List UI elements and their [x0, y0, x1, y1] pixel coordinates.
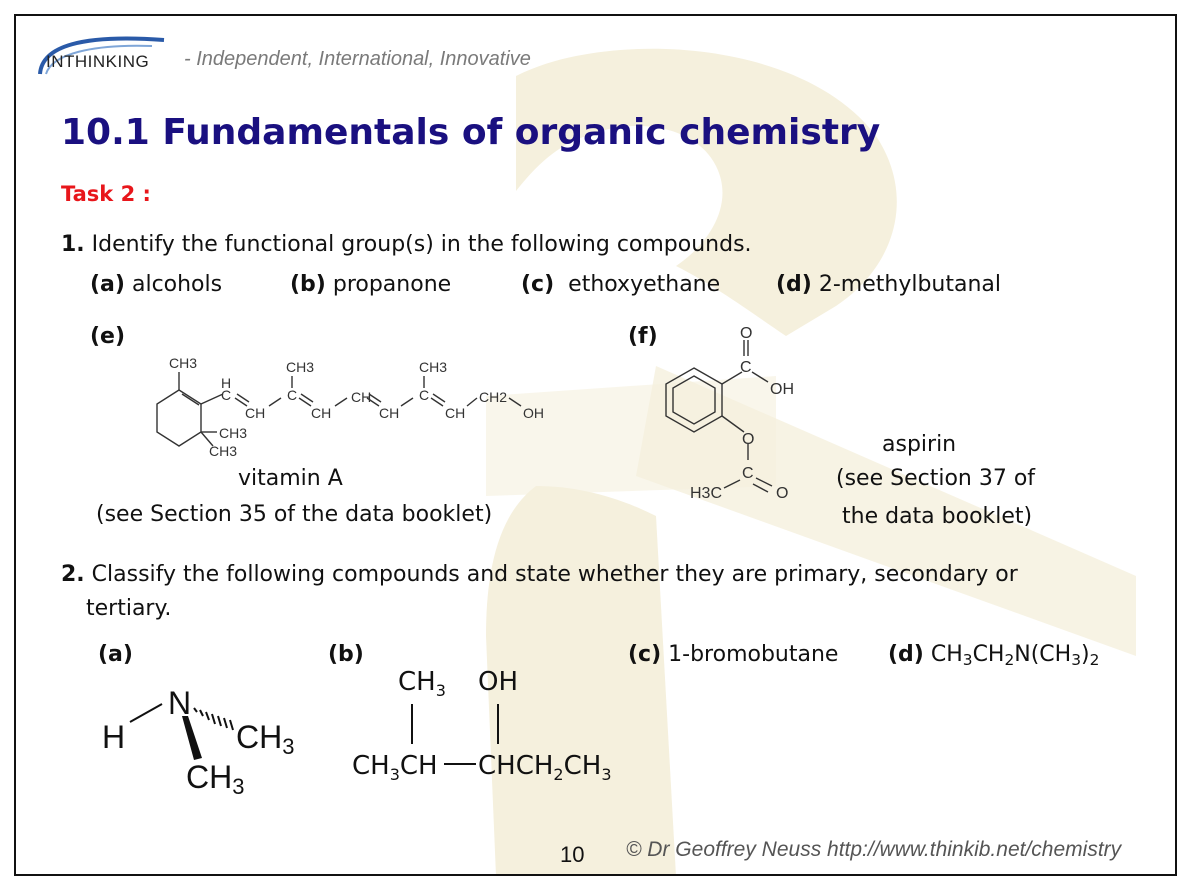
vitA-c1: C: [221, 387, 232, 403]
vitA-ch3-ring: CH3: [169, 355, 198, 371]
vitA-ch5: CH: [445, 405, 466, 421]
vitamin-a-ref: (see Section 35 of the data booklet): [96, 502, 493, 527]
vitA-ch2: CH: [311, 405, 332, 421]
logo-text: INTHINKING: [46, 52, 150, 71]
vitA-ch3-b: CH3: [419, 359, 448, 375]
q1-item-b: [290, 272, 451, 297]
q1-c-text: ethoxyethane: [568, 272, 721, 297]
page-title: 10.1 Fundamentals of organic chemistry: [61, 112, 881, 153]
q2-item-d: [888, 642, 1099, 667]
q1-c-label: (c): [521, 272, 555, 297]
tagline: - Independent, International, Innovative: [184, 48, 531, 70]
q1-d-label: (d): [776, 272, 812, 297]
q2-item-c: [628, 642, 838, 667]
aspirin-ref-2: the data booklet): [842, 504, 1033, 529]
vitA-ch3: CH: [351, 389, 372, 405]
vitamin-a-name: vitamin A: [238, 466, 343, 491]
aspirin-o-mid: O: [742, 431, 755, 448]
vitA-oh: OH: [523, 405, 544, 421]
q2-b-label: (b): [328, 642, 364, 667]
question-2: [61, 562, 1018, 587]
q2-c-label: (c): [628, 642, 662, 667]
q2b-oh-top: OH: [478, 667, 519, 697]
q2-a-label: (a): [98, 642, 133, 667]
vitA-ch4: CH: [379, 405, 400, 421]
aspirin-c-bot: C: [742, 465, 754, 482]
q1-a-label: (a): [90, 272, 125, 297]
q1-b-text: propanone: [332, 272, 452, 297]
vitamin-a-structure: [141, 342, 561, 462]
q2b-right: $CHCH_2CH_3$: [478, 751, 612, 784]
vitA-ch1: CH: [245, 405, 266, 421]
q1-f-label: (f): [628, 324, 658, 349]
vitA-ch3-a: CH3: [286, 359, 315, 375]
q1-item-a: [90, 272, 222, 297]
q1-b-label: (b): [290, 272, 326, 297]
aspirin-c-top: C: [740, 359, 752, 376]
q2a-n: N: [168, 685, 192, 721]
aspirin-o-bot: O: [776, 485, 789, 500]
vitA-h: H: [221, 375, 232, 391]
aspirin-oh: OH: [770, 381, 794, 398]
q1-a-text: alcohols: [131, 272, 223, 297]
vitA-ch3-gem1: CH3: [219, 425, 248, 441]
slide-frame: [14, 14, 1177, 876]
q2-text-1: Classify the following compounds and state whether they are primary, secondary or: [91, 562, 1018, 587]
q1-text: Identify the functional group(s) in the following compounds.: [91, 232, 752, 257]
q2-a-structure: [96, 666, 316, 796]
q1-d-text: 2-methylbutanal: [818, 272, 1002, 297]
q2b-ch3-top: $CH_3$: [398, 667, 446, 700]
q2-text-2: tertiary.: [86, 596, 172, 621]
q2-d-label: (d): [888, 642, 924, 667]
aspirin-name: aspirin: [882, 432, 957, 457]
page-number: 10: [560, 842, 585, 867]
q1-number: 1.: [61, 232, 85, 257]
q1-item-c: [521, 272, 720, 297]
q2b-left: $CH_3CH$: [352, 751, 438, 784]
vitA-c3: C: [419, 387, 430, 403]
aspirin-o-top: O: [740, 325, 753, 342]
q1-item-d: [776, 272, 1001, 297]
q2-d-formula: $CH_3CH_2N(CH_3)_2$: [930, 642, 1100, 669]
aspirin-ref-1: (see Section 37 of: [836, 466, 1036, 491]
q1-e-label: (e): [90, 324, 126, 349]
vitA-ch6: CH2: [479, 389, 508, 405]
task-label: Task 2 :: [61, 182, 151, 206]
q2-number: 2.: [61, 562, 85, 587]
q2-c-text: 1-bromobutane: [668, 642, 839, 667]
q2-b-structure: [346, 656, 636, 786]
vitA-ch3-gem2: CH3: [209, 443, 238, 459]
vitA-c2: C: [287, 387, 298, 403]
aspirin-structure: [652, 310, 812, 500]
footer-credit: © Dr Geoffrey Neuss http://www.thinkib.net/chemistry: [626, 838, 1122, 861]
question-1: [61, 232, 752, 257]
q2a-h: H: [102, 719, 126, 755]
q2a-ch3-right: CH3: [236, 719, 295, 759]
q2a-ch3-bottom: CH3: [186, 759, 245, 796]
aspirin-h3c: H3C: [690, 485, 723, 500]
